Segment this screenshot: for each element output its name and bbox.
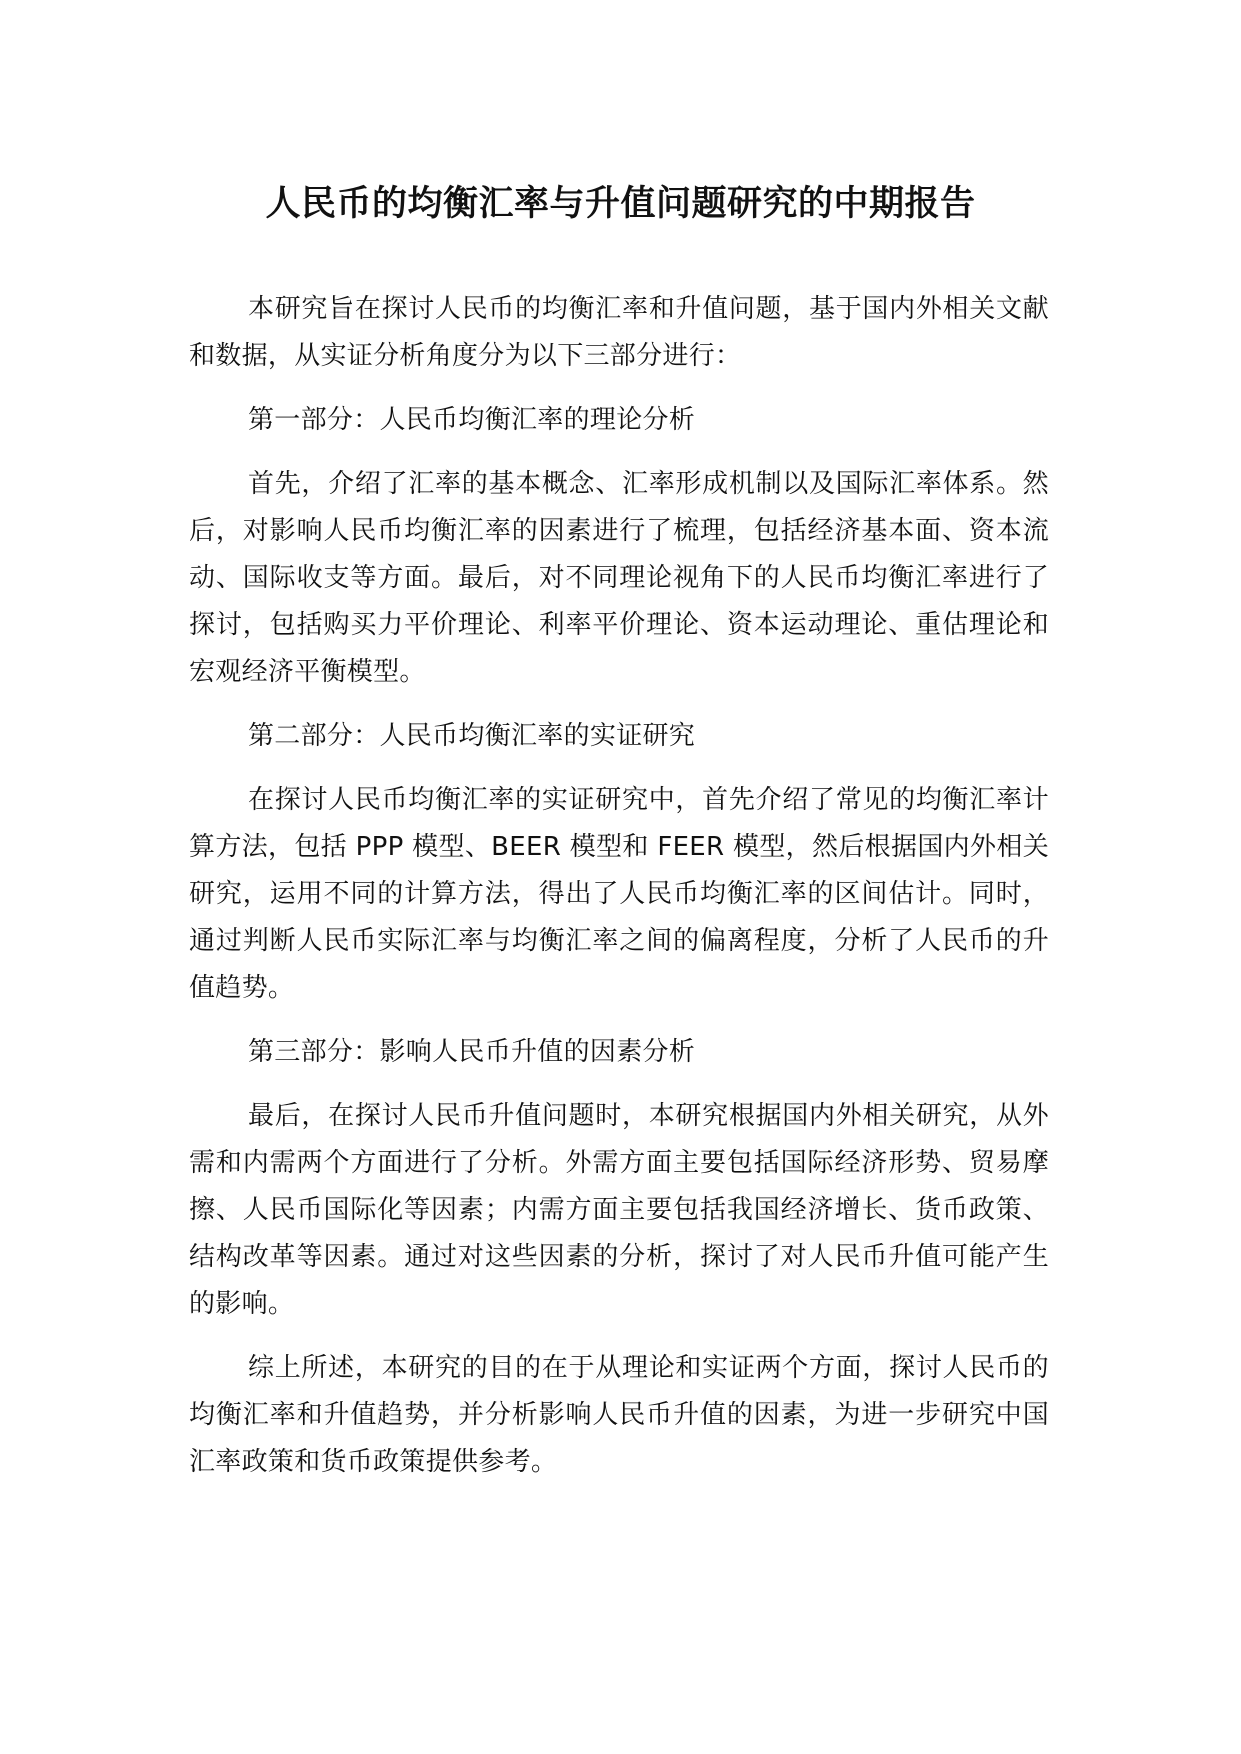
conclusion-paragraph: 综上所述，本研究的目的在于从理论和实证两个方面，探讨人民币的均衡汇率和升值趋势，并分析影响人民币升值的因素，为进一步研究中国汇率政策和货币政策提供参考。 <box>189 1353 1049 1477</box>
section-heading-part-one: 第一部分：人民币均衡汇率的理论分析 <box>248 405 696 435</box>
document-title: 人民币的均衡汇率与升值问题研究的中期报告 <box>265 184 976 224</box>
intro-paragraph: 本研究旨在探讨人民币的均衡汇率和升值问题，基于国内外相关文献和数据，从实证分析角度分为以下三部分进行： <box>189 294 1049 371</box>
document-body <box>189 286 1049 1503</box>
section-heading-part-two: 第二部分：人民币均衡汇率的实证研究 <box>248 721 696 751</box>
section-heading-part-three: 第三部分：影响人民币升值的因素分析 <box>248 1037 696 1067</box>
body-paragraph-part-three: 最后，在探讨人民币升值问题时，本研究根据国内外相关研究，从外需和内需两个方面进行了分析。外需方面主要包括国际经济形势、贸易摩擦、人民币国际化等因素；内需方面主要包括我国经济增长、货币政策、结构改革等因素。通过对这些因素的分析，探讨了对人民币升值可能产生的影响。 <box>189 1101 1049 1319</box>
body-paragraph-part-two: 在探讨人民币均衡汇率的实证研究中，首先介绍了常见的均衡汇率计算方法，包括 PPP 模型、BEER 模型和 FEER 模型，然后根据国内外相关研究，运用不同的计算方法，得出了人民币均衡汇率的区间估计。同时，通过判断人民币实际汇率与均衡汇率之间的偏离程度，分析了人民币的升值趋势。 <box>189 785 1049 1003</box>
body-paragraph-part-one: 首先，介绍了汇率的基本概念、汇率形成机制以及国际汇率体系。然后，对影响人民币均衡汇率的因素进行了梳理，包括经济基本面、资本流动、国际收支等方面。最后，对不同理论视角下的人民币均衡汇率进行了探讨，包括购买力平价理论、利率平价理论、资本运动理论、重估理论和宏观经济平衡模型。 <box>189 469 1049 687</box>
